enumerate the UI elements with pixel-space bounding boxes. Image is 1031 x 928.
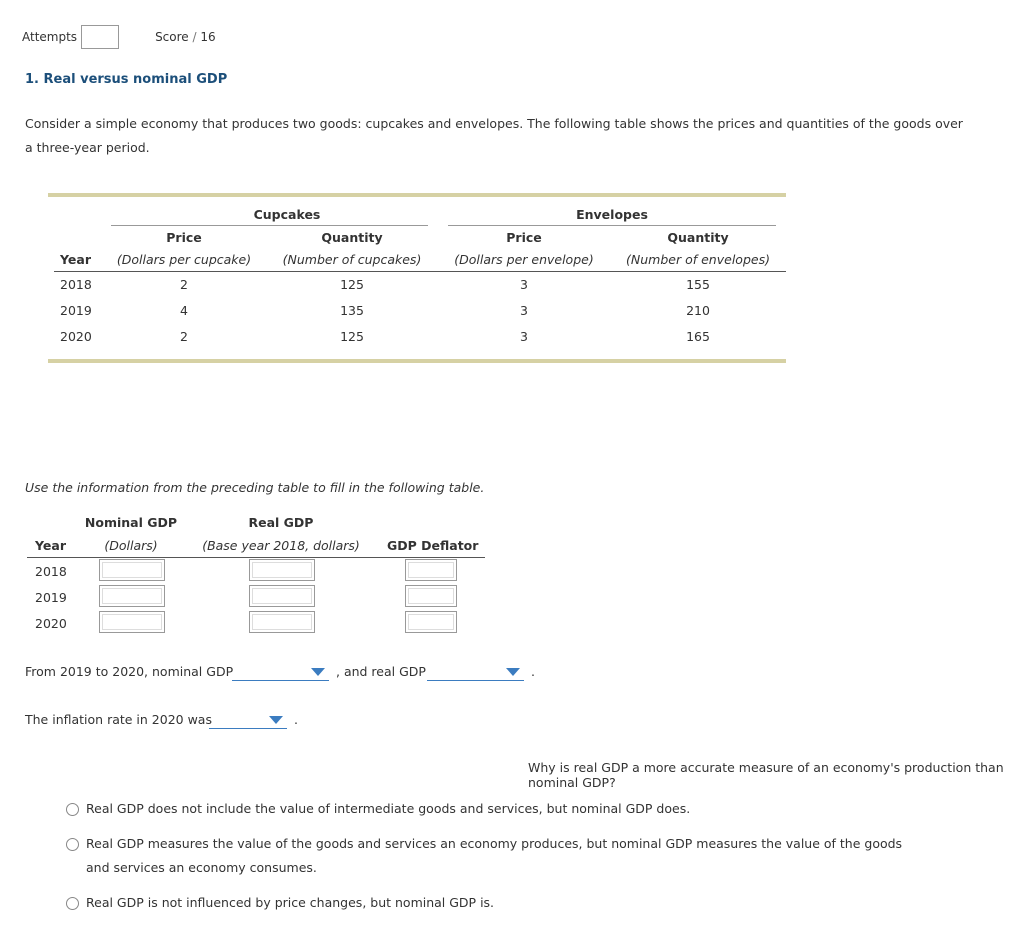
- attempts-label: Attempts: [22, 30, 78, 44]
- mc-question: Why is real GDP a more accurate measure of an economy's production than nominal GDP?: [528, 760, 1004, 790]
- year-header: Year: [60, 252, 91, 267]
- sentence-nominal-prefix: From 2019 to 2020, nominal GDP: [25, 664, 234, 679]
- score: [155, 30, 216, 44]
- row-2019-year: 2019: [60, 303, 92, 318]
- gdp-fill-table: [25, 514, 485, 644]
- row-2020-cupcake-price: 2: [180, 329, 188, 344]
- row-2020-cupcake-qty: 125: [340, 329, 364, 344]
- cupcakes-group-rule: [111, 225, 428, 226]
- row-2019-cupcake-price: 4: [180, 303, 188, 318]
- option-1-radio[interactable]: [66, 803, 79, 816]
- nominal-gdp-2020-input[interactable]: [99, 611, 165, 633]
- row-2018-cupcake-qty: 125: [340, 277, 364, 292]
- sentence1-end: .: [531, 664, 535, 679]
- chevron-down-icon: [506, 668, 520, 676]
- envelope-quantity-unit: (Number of envelopes): [626, 252, 770, 267]
- table2-year-header: Year: [35, 538, 66, 553]
- cupcake-quantity-header: Quantity: [321, 230, 383, 245]
- row-2018-year: 2018: [60, 277, 92, 292]
- fill-instruction: Use the information from the preceding table to fill in the following table.: [25, 480, 485, 495]
- header-rule: [54, 271, 786, 272]
- envelope-price-header: Price: [506, 230, 542, 245]
- envelopes-group-rule: [448, 225, 776, 226]
- chevron-down-icon: [269, 716, 283, 724]
- question-intro: Consider a simple economy that produces two goods: cupcakes and envelopes. The following table shows the prices and quantities of the goods over a three-year period.: [25, 116, 963, 155]
- real-gdp-header: Real GDP: [248, 515, 314, 530]
- cupcake-price-unit: (Dollars per cupcake): [116, 252, 252, 267]
- gdp-deflator-2018-input[interactable]: [405, 559, 457, 581]
- sentence-real-middle: , and real GDP: [336, 664, 426, 679]
- option-2-radio[interactable]: [66, 838, 79, 851]
- real-gdp-2018-input[interactable]: [249, 559, 315, 581]
- prices-quantities-table: [48, 193, 786, 363]
- real-gdp-2020-input[interactable]: [249, 611, 315, 633]
- real-gdp-change-dropdown[interactable]: [427, 662, 524, 681]
- row-2020-envelope-qty: 165: [686, 329, 710, 344]
- gdp-deflator-2019-input[interactable]: [405, 585, 457, 607]
- table2-year-2020: 2020: [35, 616, 67, 631]
- table2-year-2019: 2019: [35, 590, 67, 605]
- chevron-down-icon: [311, 668, 325, 676]
- envelopes-group-header: Envelopes: [576, 207, 648, 222]
- cupcakes-group-header: Cupcakes: [253, 207, 321, 222]
- envelope-price-unit: (Dollars per envelope): [454, 252, 594, 267]
- real-gdp-unit: (Base year 2018, dollars): [202, 538, 360, 553]
- nominal-gdp-2019-input[interactable]: [99, 585, 165, 607]
- question-title: 1. Real versus nominal GDP: [25, 72, 228, 87]
- score-label: Score: [155, 30, 189, 44]
- row-2020-year: 2020: [60, 329, 92, 344]
- row-2019-envelope-qty: 210: [686, 303, 710, 318]
- real-gdp-2019-input[interactable]: [249, 585, 315, 607]
- row-2018-cupcake-price: 2: [180, 277, 188, 292]
- row-2018-envelope-qty: 155: [686, 277, 710, 292]
- sentence2-end: .: [294, 712, 298, 727]
- gdp-deflator-header: GDP Deflator: [387, 538, 479, 553]
- nominal-gdp-header: Nominal GDP: [84, 515, 178, 530]
- sentence-inflation-prefix: The inflation rate in 2020 was: [25, 712, 212, 727]
- nominal-gdp-unit: (Dollars): [104, 538, 158, 553]
- option-1-label[interactable]: Real GDP does not include the value of intermediate goods and services, but nominal GDP does.: [86, 801, 691, 816]
- cupcake-price-header: Price: [166, 230, 202, 245]
- nominal-gdp-2018-input[interactable]: [99, 559, 165, 581]
- row-2019-envelope-price: 3: [520, 303, 528, 318]
- envelope-quantity-header: Quantity: [667, 230, 729, 245]
- table2-year-2018: 2018: [35, 564, 67, 579]
- nominal-gdp-change-dropdown[interactable]: [232, 662, 329, 681]
- score-max: 16: [200, 30, 216, 44]
- row-2019-cupcake-qty: 135: [340, 303, 364, 318]
- option-3-radio[interactable]: [66, 897, 79, 910]
- cupcake-quantity-unit: (Number of cupcakes): [282, 252, 422, 267]
- attempts-score-bar: [22, 24, 216, 50]
- gdp-deflator-2020-input[interactable]: [405, 611, 457, 633]
- attempts-box: [81, 25, 119, 49]
- score-separator: /: [192, 30, 197, 44]
- table2-header-rule: [27, 557, 485, 558]
- row-2018-envelope-price: 3: [520, 277, 528, 292]
- inflation-rate-dropdown[interactable]: [209, 710, 287, 729]
- option-3-label[interactable]: Real GDP is not influenced by price changes, but nominal GDP is.: [86, 895, 495, 910]
- option-2-label[interactable]: Real GDP measures the value of the goods and services an economy produces, but nominal GDP measures the value of the goods and services an economy consumes.: [86, 836, 903, 875]
- row-2020-envelope-price: 3: [520, 329, 528, 344]
